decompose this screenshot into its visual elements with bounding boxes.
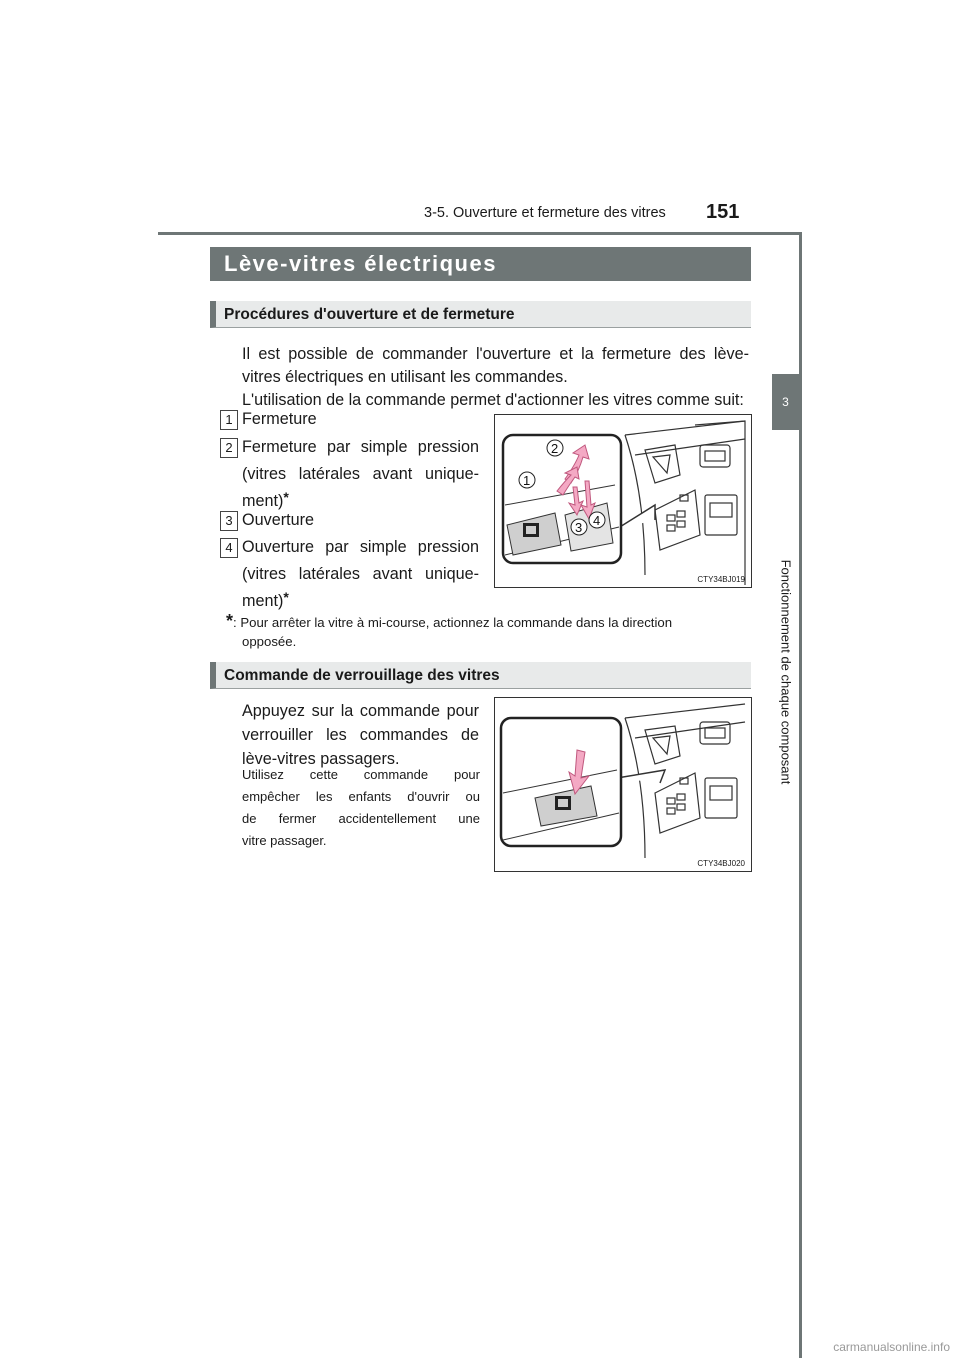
intro-line-1: Il est possible de commander l'ouverture et la fermeture des lève- [242,345,749,363]
header-rule [158,232,799,235]
item-number-1: 1 [220,410,238,430]
intro-line-2: vitres électriques en utilisant les commandes. [242,368,568,386]
lock-note-line-3: de fermer accidentellement une [242,811,480,826]
figure-2-code: CTY34BJ020 [697,859,745,868]
item-3-line-1: Ouverture [242,511,314,529]
section-heading-window-lock: Commande de verrouillage des vitres [210,662,751,689]
item-2-footnote-star: * [283,489,289,505]
figure-window-lock-switch [494,697,752,872]
footnote-star: * [226,611,234,631]
item-number-4: 4 [220,538,238,558]
figure-label-3: 3 [575,520,583,535]
item-2-line-1: Fermeture par simple pression [242,438,479,456]
page-number: 151 [706,201,740,223]
item-1-text [242,406,479,433]
lock-note-line-4: vitre passager. [242,833,327,848]
footnote-line-2: opposée. [242,634,297,649]
chapter-label: Fonctionnement de chaque composant [778,559,794,785]
item-1-line-1: Fermeture [242,410,317,428]
page-title: Lève-vitres électriques [210,247,751,281]
window-switch-illustration [495,415,751,587]
item-number-2: 2 [220,438,238,458]
lock-note-line-1: Utilisez cette commande pour [242,767,480,782]
side-rule [799,232,802,1358]
item-2-line-3: ment)* [242,489,289,510]
lock-body-line-3: lève-vitres passagers. [242,750,400,768]
item-4-line-1: Ouverture par simple pression [242,538,479,556]
footnote-line-1: : Pour arrêter la vitre à mi-course, actionnez la commande dans la direction [233,615,673,630]
item-4-footnote-star: * [283,589,289,605]
item-2-text [242,434,479,515]
item-4-text [242,534,479,615]
lock-note-line-2: empêcher les enfants d'ouvrir ou [242,789,480,804]
chapter-tab: 3 [772,374,799,430]
item-4-line-3: ment)* [242,589,289,610]
item-2-line-2: (vitres latérales avant unique- [242,465,479,483]
section-heading-procedures: Procédures d'ouverture et de fermeture [210,301,751,328]
item-number-3: 3 [220,511,238,531]
section-reference: 3-5. Ouverture et fermeture des vitres [424,205,666,221]
lock-body-line-1: Appuyez sur la commande pour [242,702,479,720]
window-lock-illustration [495,698,751,871]
lock-body-line-2: verrouiller les commandes de [242,726,479,744]
figure-label-1: 1 [523,473,531,488]
figure-1-code: CTY34BJ019 [697,575,745,584]
figure-window-switch-operation [494,414,752,588]
footnote [226,612,748,651]
item-4-line-2: (vitres latérales avant unique- [242,565,479,583]
figure-label-4: 4 [593,513,601,528]
intro-line-3: L'utilisation de la commande permet d'actionner les vitres comme suit: [242,391,744,409]
figure-label-2: 2 [551,441,559,456]
item-3-text [242,507,479,534]
watermark: carmanualsonline.info [833,1340,950,1354]
